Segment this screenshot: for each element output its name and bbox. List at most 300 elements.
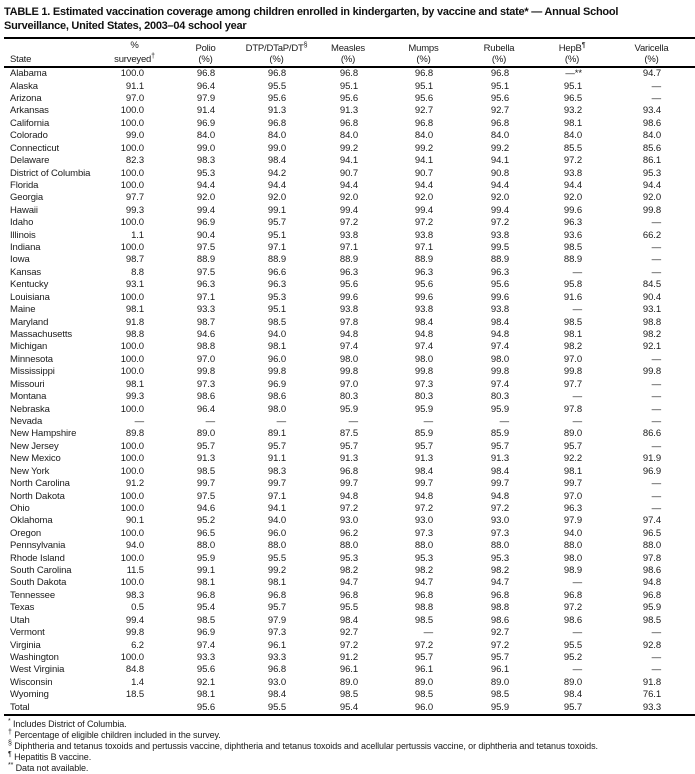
state-cell: Alaska bbox=[10, 80, 38, 92]
value-cell: 99.3 bbox=[125, 204, 144, 216]
value-cell: 95.8 bbox=[563, 279, 582, 291]
value-cell: —** bbox=[565, 68, 582, 80]
value-cell: 95.4 bbox=[196, 602, 215, 614]
value-cell: — bbox=[423, 627, 433, 639]
state-cell: Iowa bbox=[10, 254, 30, 266]
state-cell: Hawaii bbox=[10, 204, 38, 216]
value-cell: 95.6 bbox=[490, 279, 509, 291]
value-cell: — bbox=[651, 440, 661, 452]
value-cell: — bbox=[651, 93, 661, 104]
state-cell: New Jersey bbox=[10, 440, 59, 452]
state-cell: Wisconsin bbox=[10, 676, 53, 688]
value-cell: 94.4 bbox=[414, 179, 433, 191]
value-cell: — bbox=[651, 378, 661, 390]
state-cell: California bbox=[10, 117, 50, 129]
value-cell: 96.8 bbox=[196, 68, 215, 80]
value-cell: 94.1 bbox=[267, 502, 286, 514]
value-cell: 84.0 bbox=[267, 130, 286, 142]
table-row bbox=[4, 391, 695, 403]
value-cell: 94.7 bbox=[414, 577, 433, 589]
value-cell: 96.3 bbox=[563, 217, 582, 229]
value-cell: 91.3 bbox=[414, 453, 433, 465]
value-cell: 91.9 bbox=[642, 453, 661, 465]
value-cell: 18.5 bbox=[125, 689, 144, 701]
value-cell: 95.6 bbox=[339, 279, 358, 291]
table-header-row bbox=[4, 38, 695, 67]
value-cell: 99.8 bbox=[267, 366, 286, 378]
value-cell: 95.3 bbox=[196, 167, 215, 179]
value-cell: 93.8 bbox=[490, 304, 509, 316]
value-cell: 100.0 bbox=[120, 142, 144, 154]
value-cell: 99.5 bbox=[490, 242, 509, 254]
value-cell: 100.0 bbox=[120, 117, 144, 129]
value-cell: 94.7 bbox=[490, 577, 509, 589]
state-cell: Delaware bbox=[10, 155, 50, 167]
value-cell: 98.8 bbox=[414, 602, 433, 614]
value-cell: 91.3 bbox=[196, 453, 215, 465]
table-row bbox=[4, 217, 695, 229]
value-cell: 99.8 bbox=[196, 366, 215, 378]
value-cell: 95.1 bbox=[563, 80, 582, 92]
table-row bbox=[4, 168, 695, 180]
value-cell bbox=[100, 702, 169, 715]
table-row bbox=[4, 664, 695, 676]
value-cell: 95.2 bbox=[196, 515, 215, 527]
value-cell: 90.8 bbox=[490, 167, 509, 179]
value-cell: 98.4 bbox=[267, 155, 286, 167]
value-cell: 97.5 bbox=[196, 266, 215, 278]
state-cell: Nevada bbox=[10, 415, 43, 427]
value-cell: 98.1 bbox=[563, 117, 582, 129]
value-cell: 93.3 bbox=[196, 304, 215, 316]
value-cell: 99.6 bbox=[563, 204, 582, 216]
value-cell: 96.9 bbox=[642, 465, 661, 477]
value-cell: 85.6 bbox=[642, 142, 661, 154]
value-cell: 98.2 bbox=[563, 341, 582, 353]
value-cell: — bbox=[134, 415, 144, 427]
value-cell: 95.1 bbox=[490, 80, 509, 92]
value-cell: 100.0 bbox=[120, 179, 144, 191]
value-cell: 99.8 bbox=[125, 627, 144, 639]
value-cell: 98.0 bbox=[490, 353, 509, 365]
value-cell: 97.1 bbox=[267, 490, 286, 502]
value-cell: 96.8 bbox=[490, 589, 509, 601]
value-cell: 97.4 bbox=[414, 341, 433, 353]
value-cell: 98.5 bbox=[414, 689, 433, 701]
table-row bbox=[4, 503, 695, 515]
value-cell: 98.5 bbox=[414, 614, 433, 626]
value-cell: 100.0 bbox=[120, 465, 144, 477]
value-cell: 98.1 bbox=[267, 577, 286, 589]
value-cell: 96.6 bbox=[267, 266, 286, 278]
value-cell: — bbox=[499, 415, 509, 427]
value-cell: 95.6 bbox=[267, 93, 286, 104]
value-cell: 97.8 bbox=[563, 403, 582, 415]
col-header-rubella: Rubella (%) bbox=[483, 43, 515, 66]
state-cell: Minnesota bbox=[10, 353, 53, 365]
value-cell: 99.3 bbox=[125, 391, 144, 403]
value-cell: 93.8 bbox=[339, 229, 358, 241]
value-cell: 95.5 bbox=[267, 552, 286, 564]
table-row bbox=[4, 329, 695, 341]
footnote-data-not-available: ** Data not available. bbox=[8, 762, 89, 774]
value-cell: 98.6 bbox=[267, 391, 286, 403]
value-cell: 97.9 bbox=[563, 515, 582, 527]
value-cell: 0.5 bbox=[131, 602, 144, 614]
value-cell: 99.7 bbox=[563, 478, 582, 490]
value-cell: 94.0 bbox=[267, 515, 286, 527]
value-cell: 92.0 bbox=[563, 192, 582, 204]
state-cell: Idaho bbox=[10, 217, 34, 229]
value-cell: 95.2 bbox=[563, 651, 582, 663]
table-row bbox=[4, 466, 695, 478]
value-cell: 96.8 bbox=[339, 465, 358, 477]
value-cell: 95.6 bbox=[196, 701, 215, 713]
value-cell: 99.2 bbox=[490, 142, 509, 154]
value-cell: 95.1 bbox=[267, 229, 286, 241]
table-row bbox=[4, 254, 695, 266]
value-cell: 97.8 bbox=[642, 552, 661, 564]
value-cell: 94.4 bbox=[490, 179, 509, 191]
value-cell: — bbox=[572, 391, 582, 403]
value-cell: 93.8 bbox=[414, 229, 433, 241]
value-cell: 91.2 bbox=[339, 651, 358, 663]
state-cell: Georgia bbox=[10, 192, 44, 204]
table-row bbox=[4, 143, 695, 155]
value-cell: 95.6 bbox=[414, 279, 433, 291]
value-cell: 95.9 bbox=[642, 602, 661, 614]
table-row bbox=[4, 230, 695, 242]
value-cell: 98.0 bbox=[414, 353, 433, 365]
state-cell: Pennsylvania bbox=[10, 540, 66, 552]
table-row bbox=[4, 491, 695, 503]
value-cell: 97.2 bbox=[490, 217, 509, 229]
value-cell: 96.5 bbox=[563, 93, 582, 104]
value-cell: 96.8 bbox=[414, 68, 433, 80]
value-cell: 88.9 bbox=[267, 254, 286, 266]
state-cell: Colorado bbox=[10, 130, 48, 142]
table-row bbox=[4, 317, 695, 329]
value-cell: 97.9 bbox=[196, 93, 215, 104]
value-cell: 92.0 bbox=[196, 192, 215, 204]
value-cell: 91.8 bbox=[125, 316, 144, 328]
table-header bbox=[4, 38, 695, 67]
value-cell: 96.4 bbox=[196, 80, 215, 92]
value-cell: 95.5 bbox=[563, 639, 582, 651]
state-cell: Washington bbox=[10, 651, 59, 663]
value-cell: 98.8 bbox=[196, 341, 215, 353]
value-cell: 100.0 bbox=[120, 68, 144, 80]
value-cell: — bbox=[572, 664, 582, 676]
value-cell: 95.7 bbox=[490, 440, 509, 452]
value-cell: 84.5 bbox=[642, 279, 661, 291]
value-cell: 96.8 bbox=[563, 589, 582, 601]
value-cell: 94.6 bbox=[196, 329, 215, 341]
value-cell: 88.9 bbox=[563, 254, 582, 266]
value-cell: 96.3 bbox=[490, 266, 509, 278]
value-cell: 97.3 bbox=[490, 527, 509, 539]
value-cell: 91.3 bbox=[339, 453, 358, 465]
value-cell: — bbox=[651, 415, 661, 427]
value-cell: 99.7 bbox=[339, 478, 358, 490]
value-cell: 94.1 bbox=[490, 155, 509, 167]
value-cell: 93.6 bbox=[563, 229, 582, 241]
table-row bbox=[4, 118, 695, 130]
value-cell: 96.3 bbox=[339, 266, 358, 278]
value-cell: 76.1 bbox=[642, 689, 661, 701]
value-cell: 11.5 bbox=[126, 565, 144, 577]
value-cell: 95.5 bbox=[267, 80, 286, 92]
state-cell: Rhode Island bbox=[10, 552, 65, 564]
value-cell: 89.0 bbox=[196, 428, 215, 440]
value-cell: 90.4 bbox=[642, 291, 661, 303]
value-cell: 96.3 bbox=[563, 502, 582, 514]
col-header-hepb: HepB¶ (%) bbox=[558, 42, 586, 66]
value-cell: 97.2 bbox=[563, 155, 582, 167]
value-cell: 96.4 bbox=[196, 403, 215, 415]
value-cell: 94.8 bbox=[414, 490, 433, 502]
table-row bbox=[4, 67, 695, 80]
value-cell: 97.2 bbox=[339, 217, 358, 229]
state-cell: Kentucky bbox=[10, 279, 49, 291]
value-cell: 91.6 bbox=[563, 291, 582, 303]
value-cell: 99.8 bbox=[642, 204, 661, 216]
value-cell: — bbox=[572, 304, 582, 316]
value-cell: 98.6 bbox=[642, 565, 661, 577]
value-cell: — bbox=[651, 391, 661, 403]
value-cell: 96.0 bbox=[414, 701, 433, 713]
value-cell: 88.9 bbox=[414, 254, 433, 266]
state-cell: Maryland bbox=[10, 316, 49, 328]
col-header-varicella: Varicella (%) bbox=[634, 43, 669, 66]
value-cell: 97.7 bbox=[563, 378, 582, 390]
value-cell: 98.1 bbox=[125, 304, 144, 316]
value-cell: 94.2 bbox=[267, 167, 286, 179]
value-cell: 96.2 bbox=[339, 527, 358, 539]
table-row bbox=[4, 428, 695, 440]
state-cell: Oklahoma bbox=[10, 515, 53, 527]
value-cell: 97.2 bbox=[414, 217, 433, 229]
table-row bbox=[4, 441, 695, 453]
value-cell: 95.7 bbox=[196, 440, 215, 452]
value-cell: — bbox=[572, 577, 582, 589]
value-cell: 92.0 bbox=[267, 192, 286, 204]
value-cell: 95.7 bbox=[414, 440, 433, 452]
value-cell: 93.3 bbox=[267, 651, 286, 663]
value-cell: 97.3 bbox=[267, 627, 286, 639]
value-cell: 89.0 bbox=[490, 676, 509, 688]
value-cell: 98.3 bbox=[267, 465, 286, 477]
value-cell: 97.3 bbox=[414, 527, 433, 539]
value-cell: 84.8 bbox=[125, 664, 144, 676]
value-cell: 85.5 bbox=[563, 142, 582, 154]
value-cell: 94.6 bbox=[196, 502, 215, 514]
value-cell: 90.1 bbox=[125, 515, 144, 527]
state-cell: New York bbox=[10, 465, 50, 477]
table-row bbox=[4, 528, 695, 540]
value-cell: 99.6 bbox=[490, 291, 509, 303]
value-cell: 98.5 bbox=[267, 316, 286, 328]
value-cell: 91.1 bbox=[125, 80, 144, 92]
value-cell: 93.1 bbox=[642, 304, 661, 316]
value-cell: 94.1 bbox=[339, 155, 358, 167]
value-cell: 93.3 bbox=[196, 651, 215, 663]
value-cell: 95.5 bbox=[267, 701, 286, 713]
value-cell: 94.4 bbox=[339, 179, 358, 191]
value-cell: 66.2 bbox=[642, 229, 661, 241]
value-cell: 97.0 bbox=[339, 378, 358, 390]
value-cell: 91.1 bbox=[267, 453, 286, 465]
value-cell: — bbox=[651, 266, 661, 278]
value-cell: 95.6 bbox=[490, 93, 509, 104]
value-cell: 100.0 bbox=[120, 502, 144, 514]
value-cell: 95.7 bbox=[563, 701, 582, 713]
value-cell: 99.4 bbox=[414, 204, 433, 216]
value-cell: 91.3 bbox=[267, 105, 286, 117]
value-cell: 98.6 bbox=[642, 117, 661, 129]
value-cell: 97.2 bbox=[414, 502, 433, 514]
value-cell: 100.0 bbox=[120, 105, 144, 117]
value-cell: 99.7 bbox=[490, 478, 509, 490]
value-cell: 88.0 bbox=[267, 540, 286, 552]
value-cell: — bbox=[572, 415, 582, 427]
table-row bbox=[4, 515, 695, 527]
value-cell: 97.0 bbox=[196, 353, 215, 365]
table-row bbox=[4, 304, 695, 316]
value-cell: 95.7 bbox=[267, 217, 286, 229]
value-cell: 97.0 bbox=[563, 353, 582, 365]
value-cell: 94.8 bbox=[642, 577, 661, 589]
value-cell: 94.0 bbox=[125, 540, 144, 552]
value-cell: 100.0 bbox=[120, 291, 144, 303]
value-cell: 88.0 bbox=[642, 540, 661, 552]
value-cell: 96.3 bbox=[414, 266, 433, 278]
value-cell: 97.1 bbox=[267, 242, 286, 254]
value-cell: 100.0 bbox=[120, 403, 144, 415]
value-cell: 92.0 bbox=[339, 192, 358, 204]
value-cell: 98.5 bbox=[339, 689, 358, 701]
value-cell: — bbox=[651, 80, 661, 92]
value-cell: 99.6 bbox=[414, 291, 433, 303]
table-row bbox=[4, 81, 695, 93]
value-cell: 92.0 bbox=[642, 192, 661, 204]
footnote-dtp-definition: § Diphtheria and tetanus toxoids and pertussis vaccine, diphtheria and tetanus toxoids and acellular pertussis vaccine, or diphtheria and tetanus toxoids. bbox=[8, 740, 598, 752]
value-cell: 96.9 bbox=[196, 117, 215, 129]
value-cell: 98.1 bbox=[267, 341, 286, 353]
value-cell: 86.6 bbox=[642, 428, 661, 440]
state-cell: Ohio bbox=[10, 502, 30, 514]
value-cell: 92.0 bbox=[490, 192, 509, 204]
table-row bbox=[4, 565, 695, 577]
value-cell: 93.8 bbox=[414, 304, 433, 316]
value-cell: 98.4 bbox=[490, 316, 509, 328]
value-cell: 97.4 bbox=[490, 378, 509, 390]
table-row bbox=[4, 602, 695, 614]
value-cell: 98.5 bbox=[642, 614, 661, 626]
value-cell: 99.7 bbox=[414, 478, 433, 490]
value-cell: 100.0 bbox=[120, 341, 144, 353]
value-cell: 89.0 bbox=[563, 676, 582, 688]
footnote-includes-dc: * Includes District of Columbia. bbox=[8, 718, 127, 730]
table-row bbox=[4, 627, 695, 639]
value-cell: 80.3 bbox=[339, 391, 358, 403]
value-cell: 84.0 bbox=[642, 130, 661, 142]
value-cell: 98.1 bbox=[563, 465, 582, 477]
value-cell: 100.0 bbox=[120, 651, 144, 663]
value-cell: 84.0 bbox=[339, 130, 358, 142]
table-row bbox=[4, 553, 695, 565]
value-cell: 95.1 bbox=[267, 304, 286, 316]
table-title-line1: TABLE 1. Estimated vaccination coverage among children enrolled in kindergarten, by vaccine and state* — Annual School bbox=[4, 6, 619, 18]
value-cell: 96.9 bbox=[196, 217, 215, 229]
value-cell: 95.7 bbox=[267, 440, 286, 452]
value-cell: 93.8 bbox=[563, 167, 582, 179]
value-cell: 96.8 bbox=[267, 589, 286, 601]
value-cell: 99.8 bbox=[563, 366, 582, 378]
value-cell: 99.7 bbox=[267, 478, 286, 490]
value-cell: 98.5 bbox=[563, 316, 582, 328]
value-cell: 98.1 bbox=[125, 378, 144, 390]
state-cell: Arizona bbox=[10, 93, 42, 104]
total-row bbox=[4, 702, 695, 715]
value-cell: 88.9 bbox=[339, 254, 358, 266]
value-cell: 98.7 bbox=[196, 316, 215, 328]
table-row bbox=[4, 292, 695, 304]
state-cell: Kansas bbox=[10, 266, 42, 278]
footnotes bbox=[4, 719, 693, 774]
value-cell: 88.0 bbox=[339, 540, 358, 552]
value-cell: 95.7 bbox=[490, 651, 509, 663]
value-cell: 94.8 bbox=[339, 490, 358, 502]
value-cell: 98.6 bbox=[490, 614, 509, 626]
value-cell: 98.6 bbox=[196, 391, 215, 403]
value-cell: 94.8 bbox=[490, 329, 509, 341]
value-cell: 100.0 bbox=[120, 527, 144, 539]
value-cell: 96.8 bbox=[339, 589, 358, 601]
col-header-dtp: DTP/DTaP/DT§ (%) bbox=[245, 42, 308, 66]
state-cell: Virginia bbox=[10, 639, 41, 651]
value-cell: 99.0 bbox=[125, 130, 144, 142]
value-cell: 92.7 bbox=[490, 105, 509, 117]
value-cell: 98.5 bbox=[563, 242, 582, 254]
dagger-marker: † bbox=[151, 53, 155, 60]
state-cell: South Dakota bbox=[10, 577, 67, 589]
value-cell: 100.0 bbox=[120, 353, 144, 365]
value-cell: 98.2 bbox=[490, 565, 509, 577]
state-cell: New Mexico bbox=[10, 453, 61, 465]
value-cell: 89.0 bbox=[563, 428, 582, 440]
value-cell: 94.7 bbox=[642, 68, 661, 80]
table-row bbox=[4, 155, 695, 167]
value-cell: 97.5 bbox=[196, 242, 215, 254]
value-cell: 98.8 bbox=[642, 316, 661, 328]
value-cell: 98.0 bbox=[267, 403, 286, 415]
value-cell: 100.0 bbox=[120, 242, 144, 254]
section-marker: § bbox=[303, 42, 308, 49]
value-cell: 88.0 bbox=[196, 540, 215, 552]
value-cell: 92.1 bbox=[196, 676, 215, 688]
value-cell: 97.5 bbox=[196, 490, 215, 502]
value-cell: 99.8 bbox=[490, 366, 509, 378]
value-cell: — bbox=[572, 627, 582, 639]
value-cell: — bbox=[572, 266, 582, 278]
state-cell: Vermont bbox=[10, 627, 45, 639]
value-cell: 84.0 bbox=[414, 130, 433, 142]
vaccination-coverage-table bbox=[4, 37, 695, 716]
value-cell: 95.9 bbox=[339, 403, 358, 415]
value-cell: 95.1 bbox=[414, 80, 433, 92]
value-cell: 94.4 bbox=[642, 179, 661, 191]
